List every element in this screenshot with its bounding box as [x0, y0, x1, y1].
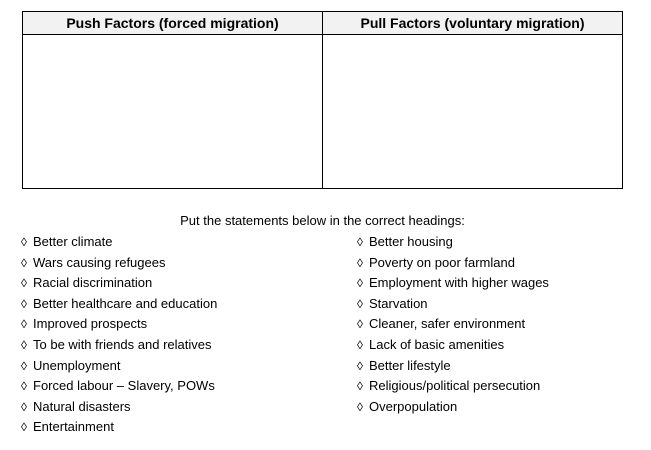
- list-item: [21, 274, 321, 295]
- list-item: [21, 315, 321, 336]
- instruction-text: Put the statements below in the correct headings:: [180, 213, 465, 228]
- statement-text: Wars causing refugees: [33, 254, 166, 270]
- statement-text: Better healthcare and education: [33, 295, 218, 311]
- statement-text: Entertainment: [33, 419, 114, 435]
- diamond-bullet-icon: ◊: [21, 358, 27, 373]
- diamond-bullet-icon: ◊: [21, 235, 27, 249]
- list-item: [357, 274, 637, 295]
- diamond-bullet-icon: ◊: [21, 296, 27, 311]
- diamond-bullet-icon: ◊: [21, 276, 27, 291]
- list-item: [357, 336, 637, 357]
- diamond-bullet-icon: ◊: [357, 379, 363, 394]
- sorting-table: [22, 11, 623, 189]
- statement-text: Better climate: [33, 234, 113, 249]
- diamond-bullet-icon: ◊: [357, 276, 363, 291]
- list-item: [21, 295, 321, 316]
- diamond-bullet-icon: ◊: [357, 296, 363, 311]
- list-item: [21, 254, 321, 275]
- statements-list-left: [21, 233, 321, 439]
- statement-text: Cleaner, safer environment: [369, 316, 526, 332]
- table-header-row: [23, 12, 623, 35]
- list-item: [21, 357, 321, 378]
- statement-text: Better housing: [369, 234, 453, 249]
- diamond-bullet-icon: ◊: [21, 317, 27, 332]
- statement-text: Religious/political persecution: [369, 378, 541, 394]
- statement-text: Overpopulation: [369, 398, 458, 414]
- statement-text: Employment with higher wages: [369, 275, 549, 291]
- list-item: [21, 398, 321, 419]
- statement-text: Forced labour – Slavery, POWs: [33, 378, 215, 394]
- statement-text: Poverty on poor farmland: [369, 254, 515, 270]
- diamond-bullet-icon: ◊: [357, 358, 363, 373]
- diamond-bullet-icon: ◊: [357, 337, 363, 352]
- list-item: [357, 233, 637, 254]
- table-answer-row: [23, 35, 623, 189]
- list-item: [21, 418, 321, 439]
- statement-text: Natural disasters: [33, 398, 131, 414]
- list-item: [21, 233, 321, 254]
- diamond-bullet-icon: ◊: [21, 379, 27, 394]
- diamond-bullet-icon: ◊: [357, 317, 363, 332]
- statements-list-right: [357, 233, 637, 418]
- list-item: [357, 398, 637, 419]
- statement-text: Racial discrimination: [33, 275, 153, 291]
- list-item: [357, 315, 637, 336]
- diamond-bullet-icon: ◊: [357, 235, 363, 249]
- statement-text: Improved prospects: [33, 316, 148, 332]
- pull-factors-header: Pull Factors (voluntary migration): [323, 12, 623, 35]
- list-item: [357, 254, 637, 275]
- list-item: [21, 336, 321, 357]
- diamond-bullet-icon: ◊: [21, 420, 27, 435]
- statement-text: Better lifestyle: [369, 357, 451, 373]
- statement-text: Unemployment: [33, 357, 121, 373]
- push-factors-header: Push Factors (forced migration): [23, 12, 323, 35]
- diamond-bullet-icon: ◊: [357, 399, 363, 414]
- diamond-bullet-icon: ◊: [21, 255, 27, 270]
- list-item: [357, 377, 637, 398]
- diamond-bullet-icon: ◊: [357, 255, 363, 270]
- pull-factors-answer-cell[interactable]: [323, 35, 623, 189]
- diamond-bullet-icon: ◊: [21, 399, 27, 414]
- statement-text: Lack of basic amenities: [369, 336, 505, 352]
- statement-text: To be with friends and relatives: [33, 336, 212, 352]
- list-item: [357, 357, 637, 378]
- statement-text: Starvation: [369, 295, 428, 311]
- diamond-bullet-icon: ◊: [21, 337, 27, 352]
- list-item: [357, 295, 637, 316]
- list-item: [21, 377, 321, 398]
- push-factors-answer-cell[interactable]: [23, 35, 323, 189]
